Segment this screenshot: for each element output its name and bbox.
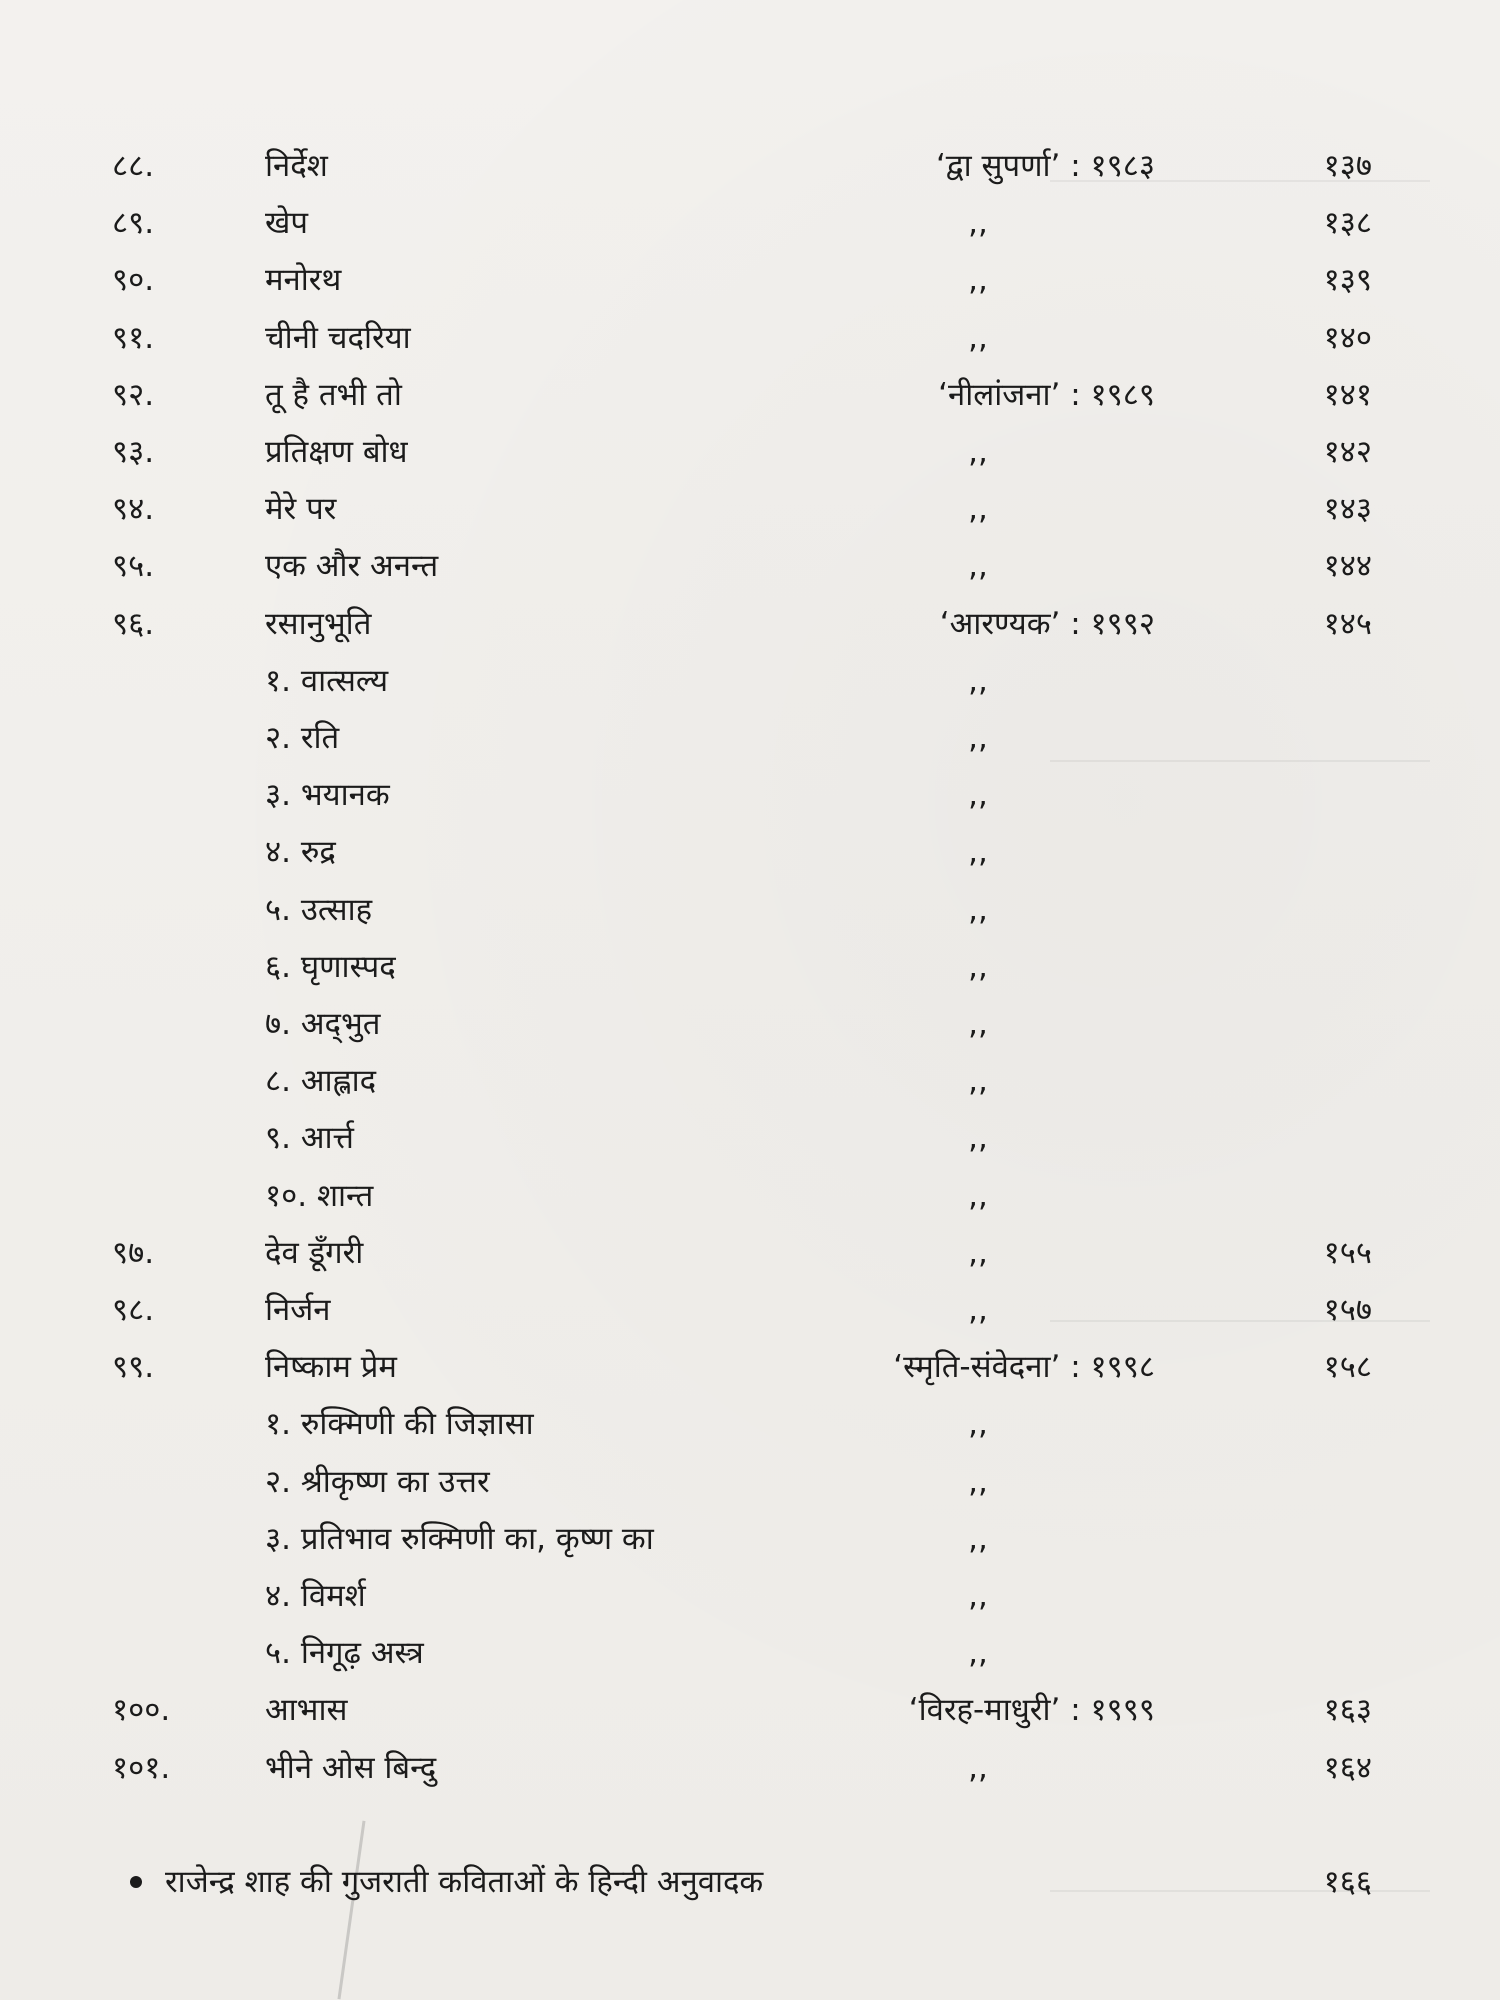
ditto-mark: ,,: [968, 777, 988, 814]
entry-number: ८९.: [112, 205, 155, 242]
ditto-mark: ,,: [968, 1292, 988, 1328]
toc-subentry: [0, 1110, 1500, 1166]
entry-page-number: १४३: [1323, 491, 1372, 528]
entry-number: ९९.: [112, 1349, 155, 1386]
entry-page-number: १६३: [1323, 1692, 1372, 1729]
ditto-mark: ,,: [968, 662, 988, 699]
entry-title: तू है तभी तो: [265, 376, 402, 413]
entry-page-number: १५८: [1323, 1349, 1372, 1386]
toc-entry: [0, 538, 1500, 594]
toc-subentry: [0, 653, 1500, 709]
entry-title: खेप: [265, 205, 308, 242]
ditto-mark: ,,: [968, 1520, 988, 1557]
ditto-mark: ,,: [968, 1234, 988, 1271]
ditto-mark: ,,: [968, 1177, 988, 1214]
entry-title: ४. रुद्र: [265, 834, 336, 871]
entry-title: ८. आह्लाद: [265, 1063, 377, 1100]
bullet-icon: [130, 1876, 142, 1888]
entry-page-number: १४१: [1323, 376, 1372, 413]
entry-page-number: १६४: [1323, 1749, 1372, 1786]
toc-entry: [0, 310, 1500, 366]
entry-number: ९१.: [112, 319, 155, 356]
ditto-mark: ,,: [968, 434, 988, 470]
toc-subentry: [0, 710, 1500, 766]
ditto-mark: ,,: [968, 1063, 988, 1100]
toc-entry: [0, 481, 1500, 537]
toc-entry: [0, 424, 1500, 480]
ditto-mark: ,,: [968, 720, 988, 756]
entry-title: ७. अद्‍भुत: [265, 1006, 381, 1042]
entry-title: निर्जन: [265, 1292, 331, 1328]
entry-number: ८८.: [112, 148, 155, 184]
ditto-mark: ,,: [968, 1120, 988, 1157]
entry-title: ६. घृणास्पद: [265, 948, 396, 985]
toc-entry: [0, 367, 1500, 423]
toc-entry: [0, 1339, 1500, 1395]
entry-title: भीने ओस बिन्दु: [265, 1749, 437, 1786]
ditto-mark: ,,: [968, 1635, 988, 1672]
entry-title: देव डूँगरी: [265, 1234, 364, 1271]
entry-number: ९६.: [112, 605, 155, 642]
entry-title: ५. निगूढ़ अस्त्र: [265, 1635, 424, 1672]
entry-page-number: १५७: [1323, 1292, 1372, 1328]
entry-page-number: १४०: [1323, 319, 1372, 356]
entry-title: रसानुभूति: [265, 605, 372, 642]
toc-subentry: [0, 1568, 1500, 1624]
toc-entry: [0, 596, 1500, 652]
entry-source: ‘विरह-माधुरी’ : १९९९: [908, 1692, 1155, 1729]
entry-page-number: १३८: [1323, 205, 1372, 242]
entry-title: चीनी चदरिया: [265, 319, 411, 356]
toc-subentry: [0, 882, 1500, 938]
footer-title: राजेन्द्र शाह की गुजराती कविताओं के हिन्दी अनुवादक: [165, 1864, 764, 1900]
entry-number: ९७.: [112, 1234, 155, 1271]
ditto-mark: ,,: [968, 205, 988, 242]
entry-title: ४. विमर्श: [265, 1578, 366, 1614]
toc-entry: [0, 1225, 1500, 1281]
entry-page-number: १४५: [1323, 605, 1372, 642]
entry-source: ‘आरण्यक’ : १९९२: [939, 605, 1155, 642]
entry-number: ९४.: [112, 491, 155, 528]
entry-page-number: १४२: [1323, 434, 1372, 470]
toc-entry: [0, 252, 1500, 308]
entry-title: ५. उत्साह: [265, 891, 373, 928]
entry-title: २. श्रीकृष्ण का उत्तर: [265, 1463, 490, 1500]
toc-subentry: [0, 824, 1500, 880]
entry-title: ३. भयानक: [265, 777, 390, 814]
entry-page-number: १३९: [1323, 262, 1372, 299]
ditto-mark: ,,: [968, 1006, 988, 1042]
toc-entry: [0, 195, 1500, 251]
toc-subentry: [0, 1168, 1500, 1224]
toc-entry: [0, 138, 1500, 194]
entry-title: आभास: [265, 1692, 348, 1729]
toc-subentry: [0, 1454, 1500, 1510]
toc-entry: [0, 1682, 1500, 1738]
entry-title: ३. प्रतिभाव रुक्मिणी का, कृष्ण का: [265, 1520, 654, 1557]
entry-title: १. रुक्मिणी की जिज्ञासा: [265, 1406, 534, 1443]
entry-title: निर्देश: [265, 148, 328, 184]
entry-title: निष्काम प्रेम: [265, 1349, 397, 1386]
ditto-mark: ,,: [968, 262, 988, 299]
entry-number: ९५.: [112, 548, 155, 585]
ditto-mark: ,,: [968, 491, 988, 528]
ditto-mark: ,,: [968, 548, 988, 585]
entry-title: प्रतिक्षण बोध: [265, 434, 408, 470]
entry-title: मनोरथ: [265, 262, 342, 299]
footer-page-number: १६६: [1323, 1864, 1372, 1900]
ditto-mark: ,,: [968, 891, 988, 928]
footer-entry: [0, 1852, 1500, 1912]
entry-page-number: १५५: [1323, 1234, 1372, 1271]
toc-subentry: [0, 767, 1500, 823]
entry-title: मेरे पर: [265, 491, 337, 528]
entry-source: ‘नीलांजना’ : १९८९: [938, 376, 1155, 413]
ditto-mark: ,,: [968, 1749, 988, 1786]
ditto-mark: ,,: [968, 948, 988, 985]
entry-number: १०१.: [112, 1749, 171, 1786]
entry-title: २. रति: [265, 720, 340, 756]
toc-subentry: [0, 996, 1500, 1052]
entry-title: ९. आर्त्त: [265, 1120, 354, 1157]
toc-entry: [0, 1282, 1500, 1338]
entry-title: १. वात्सल्य: [265, 662, 389, 699]
entry-number: ९२.: [112, 376, 155, 413]
ditto-mark: ,,: [968, 1463, 988, 1500]
toc-entry: [0, 1740, 1500, 1796]
entry-title: एक और अनन्त: [265, 548, 439, 585]
toc-subentry: [0, 1511, 1500, 1567]
toc-subentry: [0, 1053, 1500, 1109]
toc-subentry: [0, 1396, 1500, 1452]
entry-title: १०. शान्त: [265, 1177, 374, 1214]
ditto-mark: ,,: [968, 1578, 988, 1614]
toc-subentry: [0, 1625, 1500, 1681]
entry-number: ९८.: [112, 1292, 155, 1328]
entry-number: १००.: [112, 1692, 171, 1729]
entry-number: ९३.: [112, 434, 155, 470]
entry-number: ९०.: [112, 262, 155, 299]
entry-source: ‘स्मृति-संवेदना’ : १९९८: [893, 1349, 1155, 1386]
ditto-mark: ,,: [968, 1406, 988, 1443]
entry-page-number: १३७: [1323, 148, 1372, 184]
entry-source: ‘द्वा सुपर्णा’ : १९८३: [935, 148, 1155, 184]
ditto-mark: ,,: [968, 834, 988, 871]
toc-subentry: [0, 939, 1500, 995]
entry-page-number: १४४: [1323, 548, 1372, 585]
ditto-mark: ,,: [968, 319, 988, 356]
